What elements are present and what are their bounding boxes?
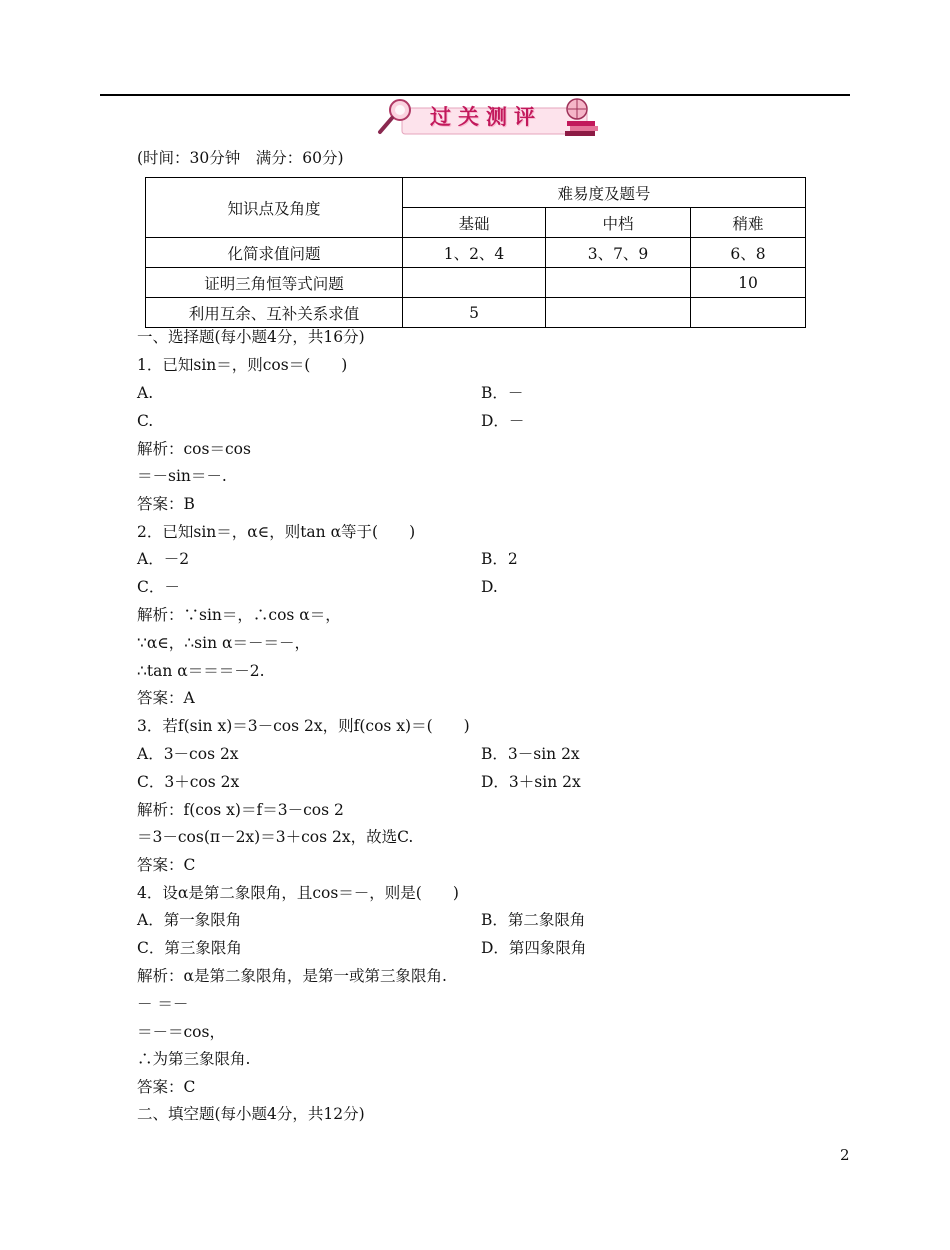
analysis-line: ＝3－cos(π－2x)＝3＋cos 2x，故选C. [137, 828, 414, 846]
option-a: A. [137, 384, 154, 402]
knowledge-table [145, 177, 806, 328]
table-cell: 6、8 [691, 238, 806, 268]
table-cell-topic: 化简求值问题 [146, 238, 403, 268]
analysis-line: ＝－＝cos， [137, 1023, 225, 1041]
question-stem: 1．已知sin＝，则cos＝( ) [137, 356, 348, 374]
option-c: C．第三象限角 [137, 939, 242, 957]
table-cell-topic: 利用互余、互补关系求值 [146, 298, 403, 328]
option-c: C．3＋cos 2x [137, 773, 240, 791]
option-d: D．第四象限角 [481, 939, 587, 957]
option-a: A．3－cos 2x [137, 745, 239, 763]
table-header-difficulty: 难易度及题号 [403, 178, 806, 208]
table-header-topic: 知识点及角度 [146, 178, 403, 238]
analysis-line: 解析：∵sin＝，∴cos α＝， [137, 606, 341, 624]
section-heading: 一、选择题(每小题4分，共16分) [137, 328, 365, 346]
answer-line: 答案：B [137, 495, 195, 513]
option-c: C．－ [137, 578, 180, 596]
table-cell [691, 298, 806, 328]
analysis-line: ∴为第三象限角. [137, 1050, 251, 1068]
table-cell: 1、2、4 [403, 238, 546, 268]
page-number: 2 [840, 1146, 850, 1164]
table-level: 中档 [546, 208, 691, 238]
analysis-line: 解析：cos＝cos [137, 440, 251, 458]
option-b: B．2 [481, 550, 518, 568]
analysis-line: ∴tan α＝＝＝－2. [137, 662, 265, 680]
option-a: A．第一象限角 [137, 911, 242, 929]
answer-line: 答案：C [137, 1078, 196, 1096]
question-stem: 3．若f(sin x)＝3－cos 2x，则f(cos x)＝( ) [137, 717, 470, 735]
banner-title: 过关测评 [430, 104, 542, 129]
table-cell-topic: 证明三角恒等式问题 [146, 268, 403, 298]
analysis-line: － ＝－ [137, 995, 189, 1013]
analysis-line: ∵α∈，∴sin α＝－＝－， [137, 634, 310, 652]
option-d: D．3＋sin 2x [481, 773, 581, 791]
option-a: A．－2 [137, 550, 190, 568]
analysis-line: 解析：f(cos x)＝f＝3－cos 2 [137, 801, 344, 819]
time-info: (时间：30分钟 满分：60分) [137, 149, 344, 167]
table-level: 基础 [403, 208, 546, 238]
answer-line: 答案：C [137, 856, 196, 874]
table-level: 稍难 [691, 208, 806, 238]
option-c: C. [137, 412, 154, 430]
option-b: B．－ [481, 384, 524, 402]
question-stem: 4．设α是第二象限角，且cos＝－，则是( ) [137, 884, 459, 902]
table-row [146, 238, 806, 268]
option-d: D．－ [481, 412, 525, 430]
option-b: B．第二象限角 [481, 911, 586, 929]
table-cell: 3、7、9 [546, 238, 691, 268]
table-row [146, 298, 806, 328]
table-cell [546, 268, 691, 298]
question-stem: 2．已知sin＝，α∈，则tan α等于( ) [137, 523, 416, 541]
table-cell [546, 298, 691, 328]
analysis-line: ＝－sin＝－. [137, 467, 227, 485]
table-row [146, 268, 806, 298]
table-cell [403, 268, 546, 298]
option-b: B．3－sin 2x [481, 745, 580, 763]
analysis-line: 解析：α是第二象限角，是第一或第三象限角. [137, 967, 447, 985]
table-cell: 10 [691, 268, 806, 298]
option-d: D. [481, 578, 498, 596]
section-heading: 二、填空题(每小题4分，共12分) [137, 1105, 365, 1123]
answer-line: 答案：A [137, 689, 195, 707]
table-cell: 5 [403, 298, 546, 328]
